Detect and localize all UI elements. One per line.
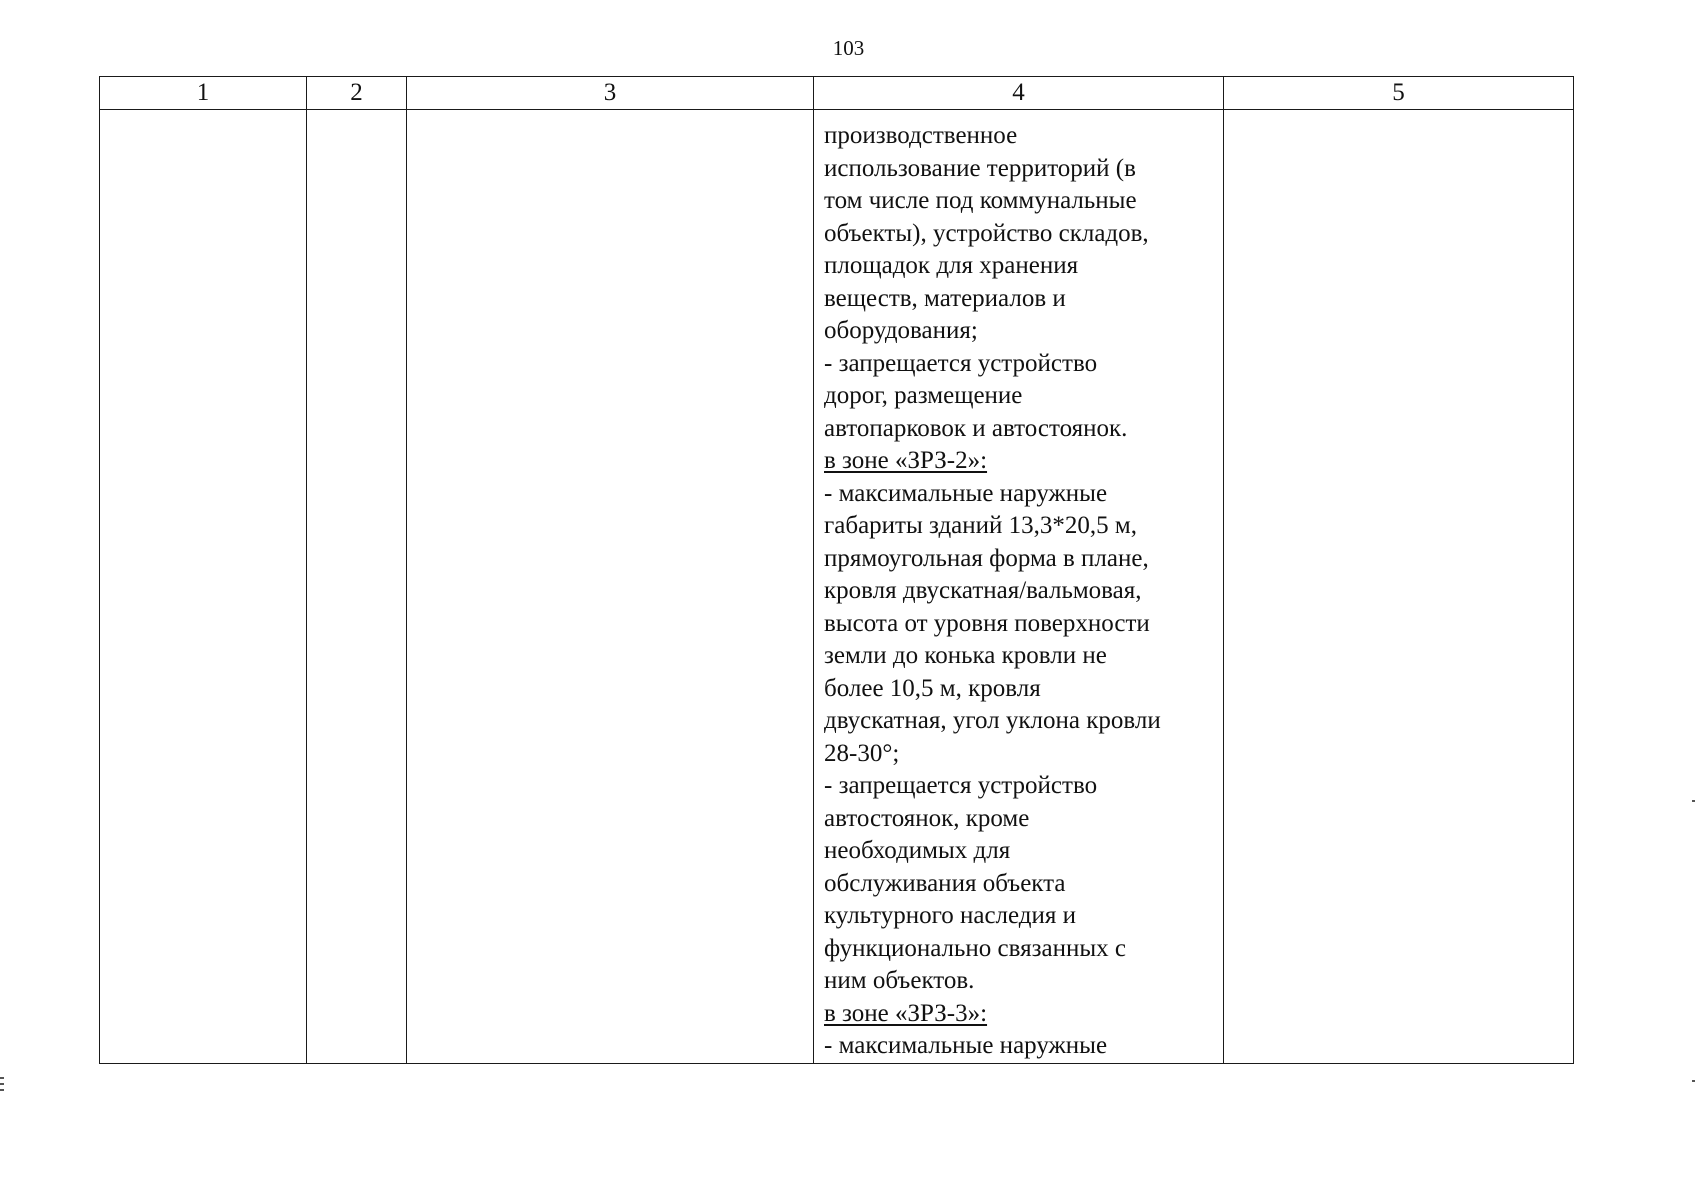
column-header-3: 3 — [407, 77, 814, 110]
text-line: веществ, материалов и — [824, 284, 1066, 312]
column-header-4: 4 — [814, 77, 1224, 110]
text-line: использование территорий (в — [824, 154, 1136, 182]
text-line: культурного наследия и — [824, 902, 1077, 929]
table-cell-col-1 — [100, 110, 307, 1064]
text-line: автостоянок, кроме — [824, 804, 1030, 832]
text-line: автопарковок и автостоянок. — [824, 414, 1128, 442]
text-line: габариты зданий 13,3*20,5 м, — [824, 512, 1137, 539]
text-line: обслуживания объекта — [824, 869, 1066, 897]
text-line: объекты), устройство складов, — [824, 219, 1149, 247]
text-line: двускатная, угол уклона кровли — [824, 707, 1161, 734]
text-line: оборудования; — [824, 317, 978, 344]
text-line: земли до конька кровли не — [824, 642, 1107, 669]
document-table — [99, 76, 1574, 1064]
table-cell-col-2 — [307, 110, 407, 1064]
text-line: прямоугольная форма в плане, — [824, 544, 1149, 572]
text-line: - максимальные наружные — [824, 1032, 1108, 1059]
table-cell-col-5 — [1224, 110, 1574, 1064]
table-cell-col-3 — [407, 110, 814, 1064]
column-header-1: 1 — [100, 77, 307, 110]
text-line: площадок для хранения — [824, 252, 1079, 279]
text-line: ним объектов. — [824, 967, 975, 994]
table-cell-col-4 — [814, 110, 1224, 1064]
scan-mark-right — [1692, 800, 1695, 802]
page-number: 103 — [832, 36, 865, 60]
table-header-row — [100, 77, 1574, 110]
column-header-5: 5 — [1224, 77, 1574, 110]
column-4-text — [814, 110, 1223, 1063]
text-line: дорог, размещение — [824, 382, 1023, 409]
text-line: функционально связанных с — [824, 934, 1127, 962]
text-line: необходимых для — [824, 837, 1011, 864]
scan-mark-left — [0, 1089, 4, 1091]
text-line: более 10,5 м, кровля — [824, 674, 1041, 702]
scan-mark-left — [0, 1077, 4, 1079]
text-line: производственное — [824, 122, 1018, 149]
text-line: кровля двускатная/вальмовая, — [824, 577, 1142, 604]
text-line: - максимальные наружные — [824, 479, 1108, 507]
table-row — [100, 110, 1574, 1064]
text-line: 28-30°; — [824, 739, 900, 767]
zone-heading-line: в зоне «ЗРЗ-3»: — [824, 999, 988, 1027]
text-line: - запрещается устройство — [824, 772, 1098, 799]
scan-mark-left — [0, 1083, 4, 1085]
text-line: - запрещается устройство — [824, 349, 1098, 377]
zone-heading-line: в зоне «ЗРЗ-2»: — [824, 447, 988, 474]
text-line: высота от уровня поверхности — [824, 609, 1150, 637]
scan-mark-right — [1692, 1080, 1695, 1082]
column-header-2: 2 — [307, 77, 407, 110]
text-line: том числе под коммунальные — [824, 187, 1137, 214]
